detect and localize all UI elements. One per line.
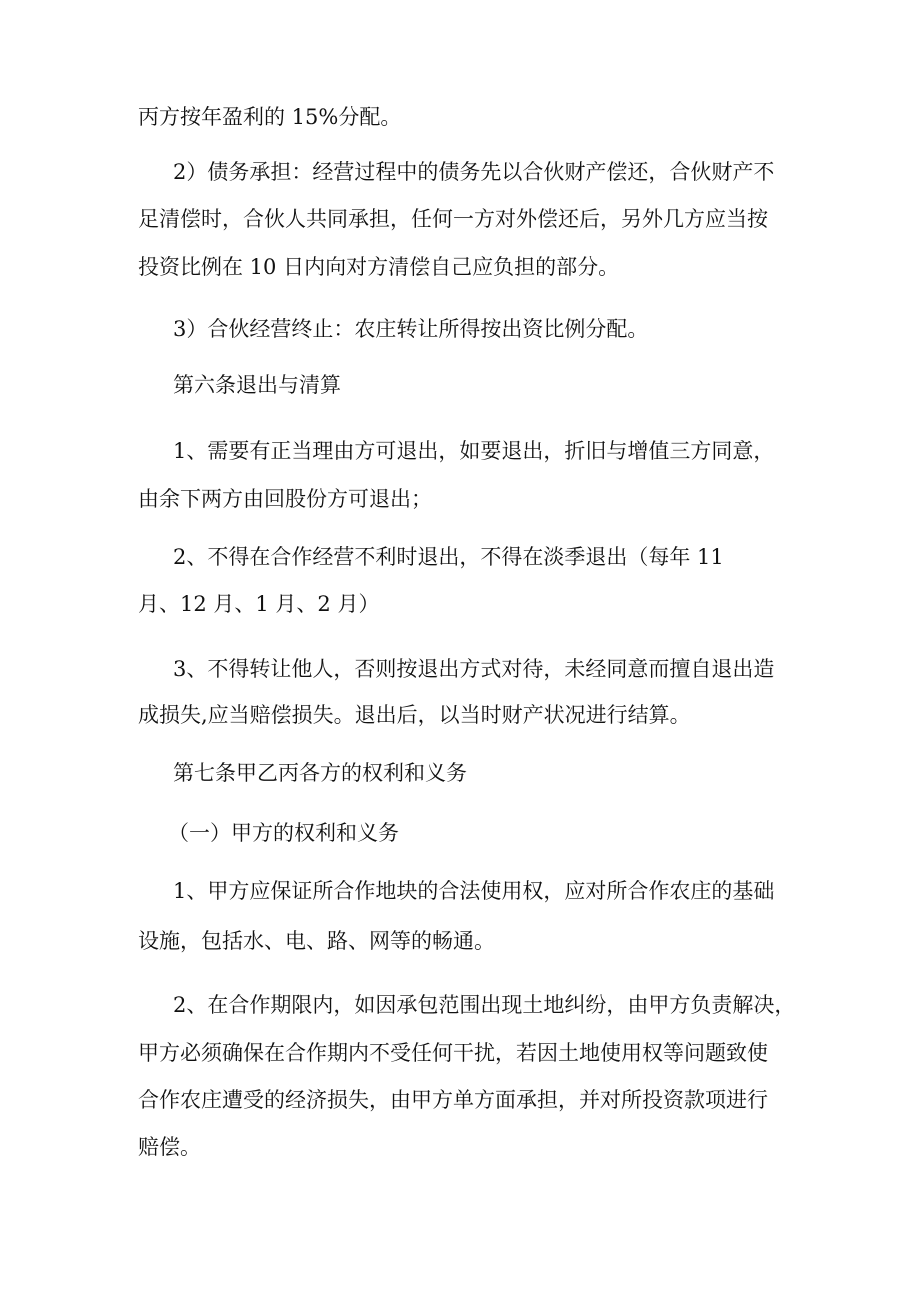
line-7: 1、需要有正当理由方可退出，如要退出，折旧与增值三方同意， bbox=[173, 439, 775, 463]
line-9: 2、不得在合作经营不利时退出，不得在淡季退出（每年 11 bbox=[173, 545, 724, 569]
line-2: 2）债务承担：经营过程中的债务先以合伙财产偿还，合伙财产不 bbox=[173, 160, 775, 184]
line-16: 设施，包括水、电、路、网等的畅通。 bbox=[138, 929, 495, 953]
line-20: 赔偿。 bbox=[138, 1135, 201, 1159]
line-12: 成损失,应当赔偿损失。退出后，以当时财产状况进行结算。 bbox=[138, 703, 691, 727]
line-11: 3、不得转让他人，否则按退出方式对待，未经同意而擅自退出造 bbox=[173, 657, 775, 681]
line-10: 月、12 月、1 月、2 月） bbox=[138, 592, 380, 616]
line-3: 足清偿时，合伙人共同承担，任何一方对外偿还后，另外几方应当按 bbox=[138, 207, 768, 231]
subsection-heading-1: （一）甲方的权利和义务 bbox=[168, 821, 399, 845]
section-heading-7: 第七条甲乙丙各方的权利和义务 bbox=[173, 761, 467, 785]
line-8: 由余下两方由回股份方可退出； bbox=[138, 487, 432, 511]
line-4: 投资比例在 10 日内向对方清偿自己应负担的部分。 bbox=[138, 255, 620, 279]
line-1: 丙方按年盈利的 15%分配。 bbox=[138, 105, 402, 129]
line-18: 甲方必须确保在合作期内不受任何干扰，若因土地使用权等问题致使 bbox=[138, 1041, 768, 1065]
line-19: 合作农庄遭受的经济损失，由甲方单方面承担，并对所投资款项进行 bbox=[138, 1088, 768, 1112]
line-5: 3）合伙经营终止：农庄转让所得按出资比例分配。 bbox=[173, 317, 649, 341]
line-15: 1、甲方应保证所合作地块的合法使用权，应对所合作农庄的基础 bbox=[173, 879, 775, 903]
section-heading-6: 第六条退出与清算 bbox=[173, 373, 341, 397]
line-17: 2、在合作期限内，如因承包范围出现土地纠纷，由甲方负责解决， bbox=[173, 993, 796, 1017]
